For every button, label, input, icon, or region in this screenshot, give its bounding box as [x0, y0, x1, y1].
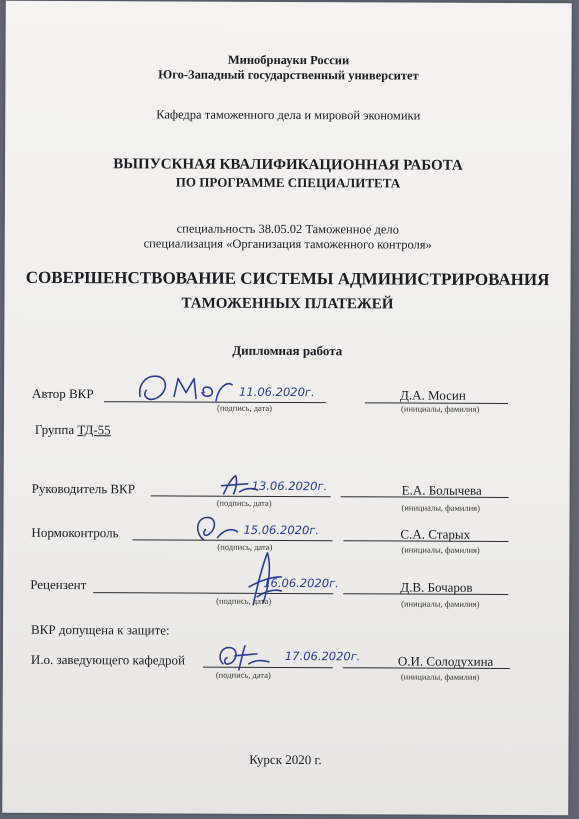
normcontrol-name: С.А. Старых — [400, 526, 471, 542]
author-date: 11.06.2020г. — [239, 384, 315, 400]
head-name: О.И. Солодухина — [397, 653, 494, 669]
reviewer-signature-line — [93, 592, 333, 594]
title-page — [2, 1, 572, 815]
work-type-line2: ПО ПРОГРАММЕ СПЕЦИАЛИТЕТА — [175, 174, 401, 191]
author-label: Автор ВКР — [32, 385, 94, 402]
reviewer-name-caption: (инициалы, фамилия) — [401, 598, 480, 609]
author-signature — [134, 370, 244, 404]
supervisor-name-caption: (инициалы, фамилия) — [401, 502, 480, 513]
supervisor-name: Е.А. Болычева — [401, 482, 482, 498]
normcontrol-signature — [189, 512, 241, 544]
university-name: Юго-Западный государственный университет — [158, 67, 419, 83]
reviewer-date: 16.06.2020г. — [263, 575, 339, 591]
head-sign-caption: (подпись, дата) — [215, 669, 271, 680]
normcontrol-sign-caption: (подпись, дата) — [217, 541, 273, 552]
author-name: Д.А. Мосин — [400, 387, 466, 403]
group-row — [35, 422, 111, 438]
group-label: Группа — [34, 421, 75, 438]
supervisor-sign-caption: (подпись, дата) — [216, 497, 272, 508]
head-date: 17.06.2020г. — [284, 648, 361, 664]
head-name-caption: (инициалы, фамилия) — [400, 671, 480, 682]
normcontrol-date: 15.06.2020г. — [243, 522, 320, 538]
work-type-line1: ВЫПУСКНАЯ КВАЛИФИКАЦИОННАЯ РАБОТА — [113, 156, 463, 174]
normcontrol-label: Нормоконтроль — [31, 524, 119, 541]
specialty: специальность 38.05.02 Таможенное дело — [176, 221, 399, 237]
group-value: ТД-55 — [77, 422, 111, 438]
thesis-title-line2: ТАМОЖЕННЫХ ПЛАТЕЖЕЙ — [181, 295, 394, 313]
thesis-title-line1: СОВЕРШЕНСТВОВАНИЕ СИСТЕМЫ АДМИНИСТРИРОВАНИЯ — [25, 267, 550, 290]
specialization: специализация «Организация таможенного контроля» — [143, 236, 432, 252]
head-label: И.о. заведующего кафедрой — [30, 651, 185, 668]
city-year: Курск 2020 г. — [249, 751, 322, 768]
author-sign-caption: (подпись, дата) — [216, 402, 273, 413]
normcontrol-name-caption: (инициалы, фамилия) — [401, 544, 480, 555]
admitted-label: ВКР допущена к защите: — [30, 621, 170, 638]
supervisor-label: Руководитель ВКР — [31, 480, 136, 497]
reviewer-label: Рецензент — [30, 576, 87, 593]
supervisor-date: 13.06.2020г. — [251, 478, 328, 494]
work-subtitle: Дипломная работа — [232, 342, 343, 359]
reviewer-sign-caption: (подпись, дата) — [216, 595, 272, 606]
ministry-name: Минобрнауки России — [227, 52, 350, 68]
author-name-caption: (инициалы, фамилия) — [400, 403, 480, 414]
department-name: Кафедра таможенного дела и мировой экономики — [156, 107, 421, 123]
reviewer-name: Д.В. Бочаров — [400, 579, 473, 595]
